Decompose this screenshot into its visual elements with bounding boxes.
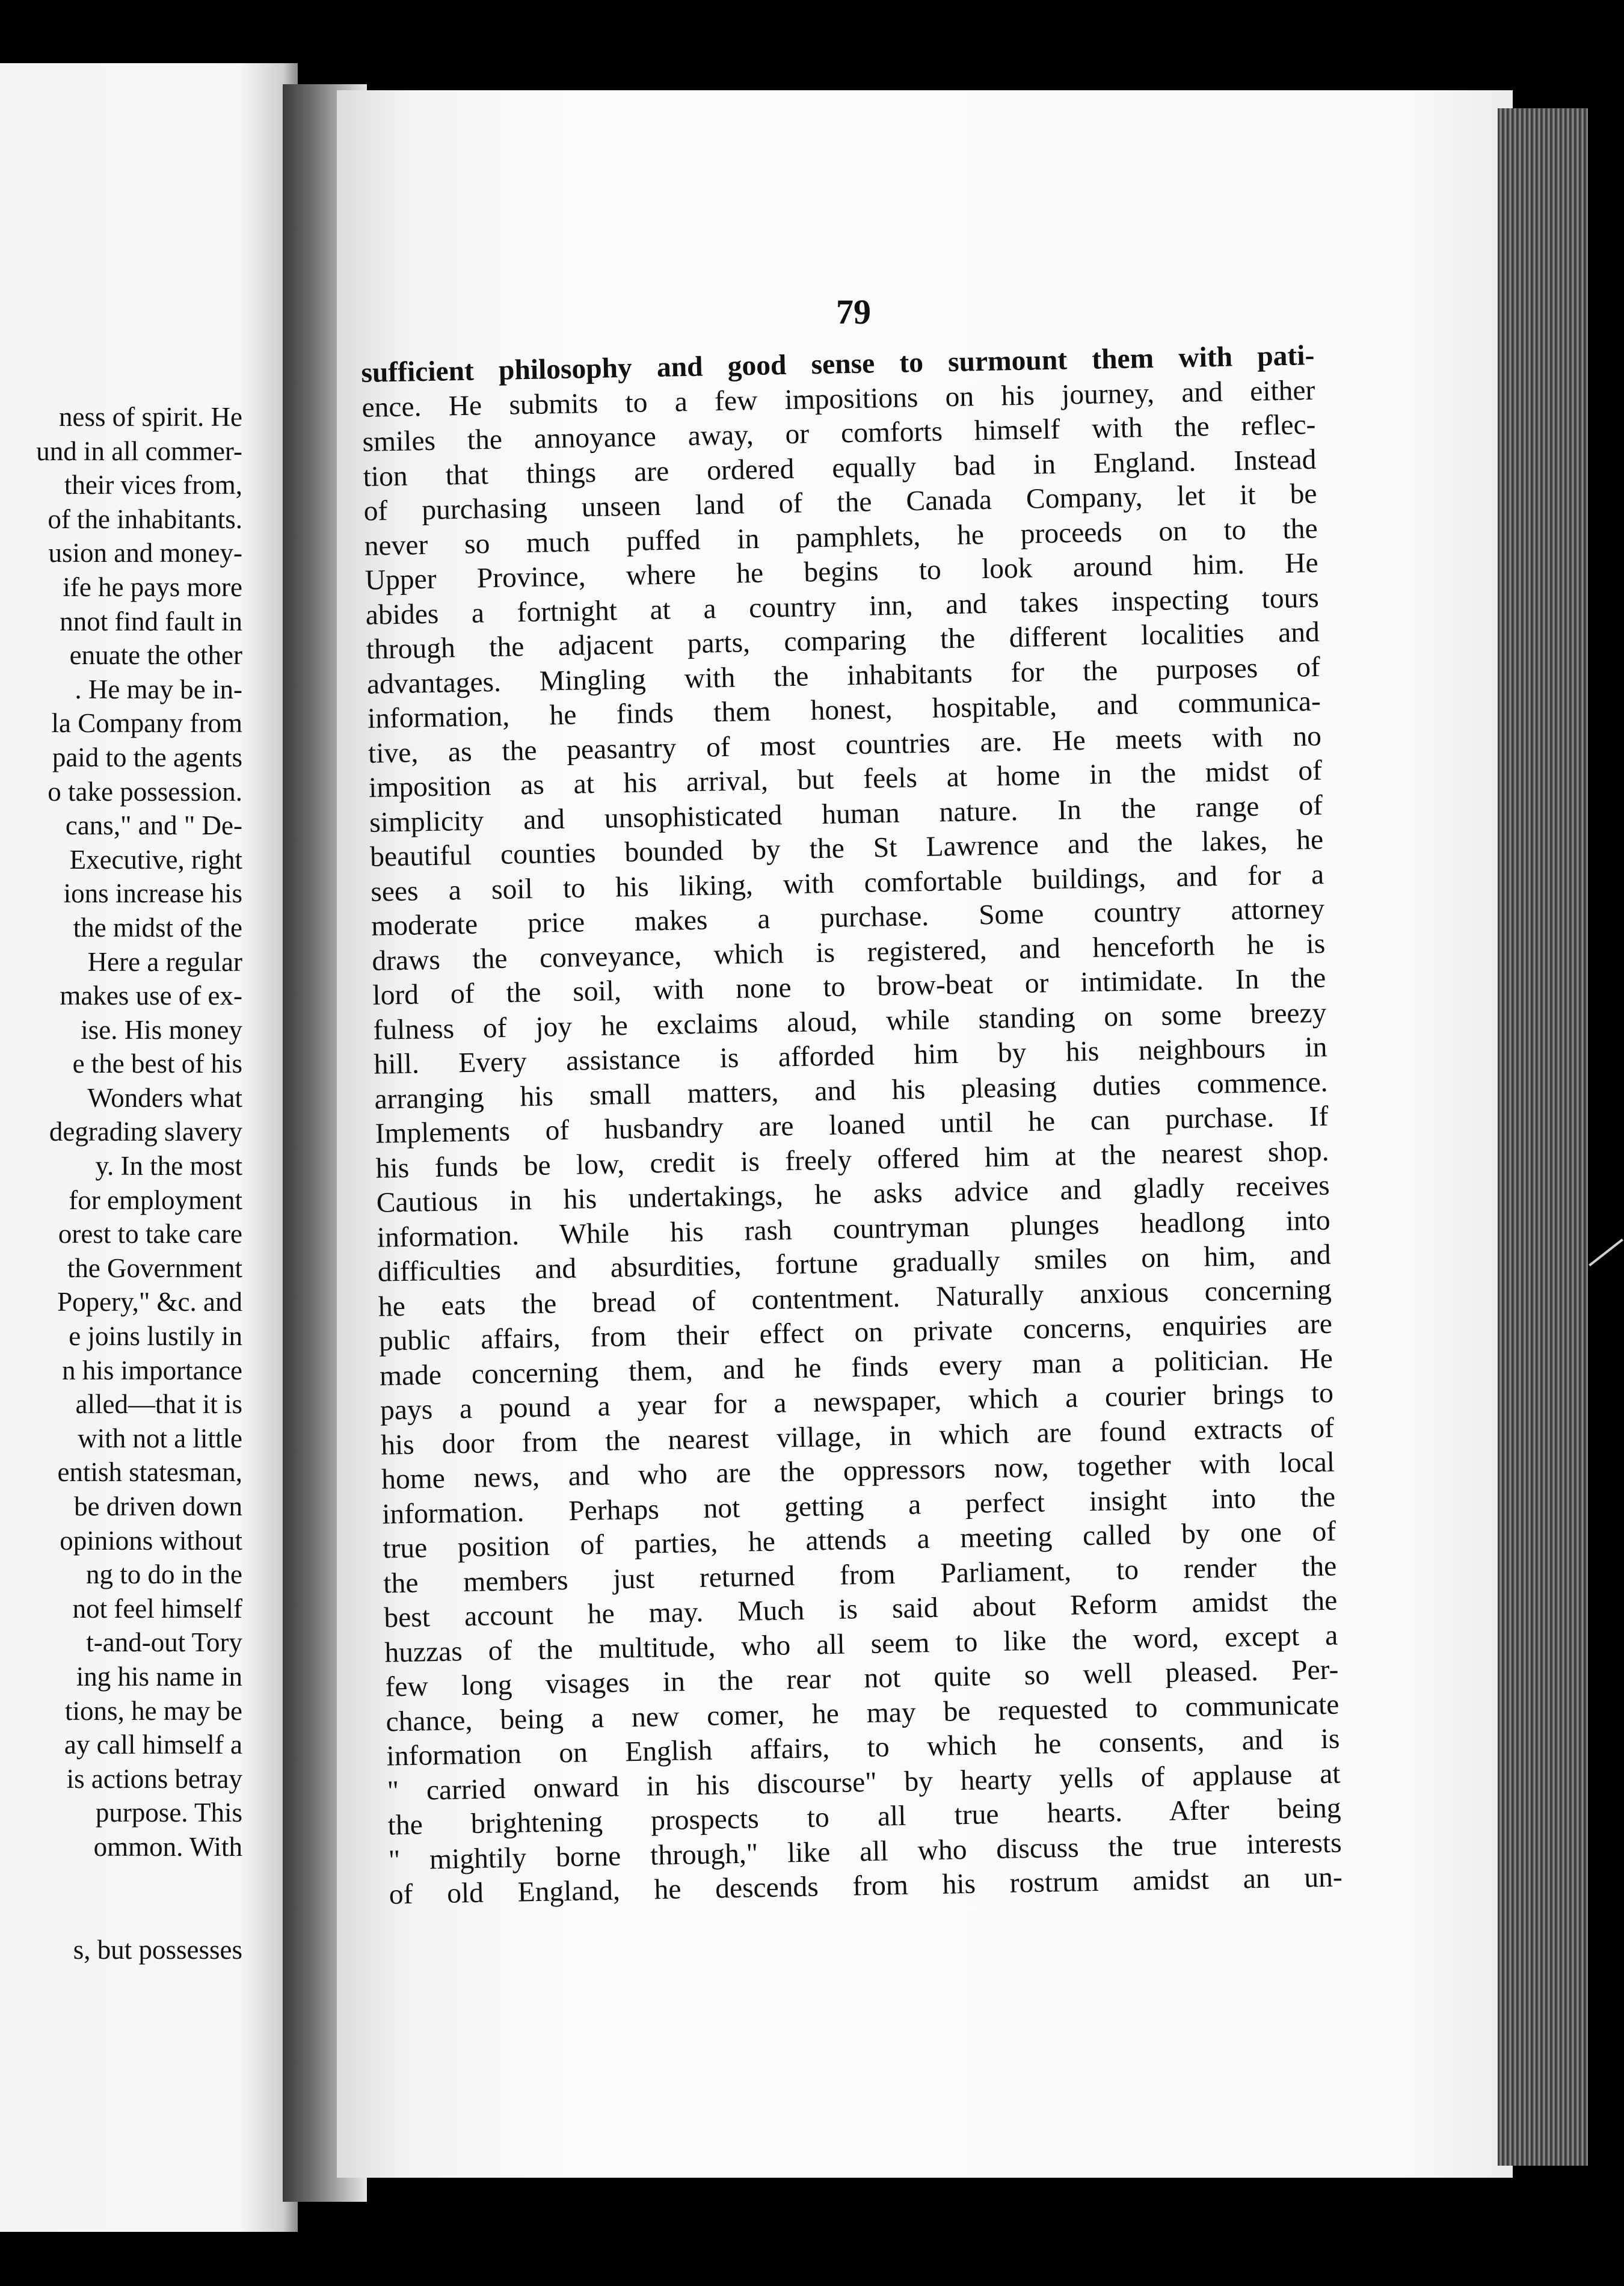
left-page-line: ay call himself a xyxy=(64,1730,242,1760)
body-text-line: public affairs, from their effect on private concerns, enquiries are xyxy=(378,1308,1333,1357)
left-page-line: y. In the most xyxy=(95,1151,242,1182)
body-text-line: arranging his small matters, and his pleasing duties commence. xyxy=(374,1066,1328,1115)
body-text-line: sufficient philosophy and good sense to surmount them with pati- xyxy=(361,339,1315,389)
left-page-line: Popery," &c. and xyxy=(57,1287,242,1317)
body-text-line: sees a soil to his liking, with comfortable buildings, and for a xyxy=(370,858,1324,908)
body-text-line: moderate price makes a purchase. Some country attorney xyxy=(371,893,1325,942)
body-text-line: simplicity and unsophisticated human nature. In the range of xyxy=(369,789,1323,839)
body-text-line: true position of parties, he attends a meeting called by one of xyxy=(382,1515,1336,1565)
left-page-line: ommon. With xyxy=(93,1831,242,1862)
left-page-line: be driven down xyxy=(74,1491,242,1521)
left-page-line: entish statesman, xyxy=(57,1457,242,1488)
left-page-text xyxy=(0,400,242,1864)
body-text-line: of purchasing unseen land of the Canada Company, let it be xyxy=(363,478,1317,527)
body-text-line: beautiful counties bounded by the St Lawrence and the lakes, he xyxy=(369,824,1324,873)
left-page-line: ions increase his xyxy=(63,878,242,909)
left-page-line: the midst of the xyxy=(73,912,242,943)
body-text-line: his funds be low, credit is freely offered him at the nearest shop. xyxy=(375,1135,1329,1185)
body-text-line: imposition as at his arrival, but feels at home in the midst of xyxy=(368,754,1323,804)
left-page-line: the Government xyxy=(67,1252,242,1283)
book-fore-edge xyxy=(1498,108,1588,2166)
body-text-line: tion that things are ordered equally bad in England. Instead xyxy=(363,443,1317,493)
left-page-line: t-and-out Tory xyxy=(86,1627,242,1658)
body-text-line: fulness of joy he exclaims aloud, while standing on some breezy xyxy=(373,997,1327,1046)
body-text-line: tive, as the peasantry of most countries are. He meets with no xyxy=(368,720,1322,769)
left-page-line: makes use of ex- xyxy=(60,981,242,1011)
left-page-line: Here a regular xyxy=(87,946,242,977)
body-text-line: abides a fortnight at a country inn, and takes inspecting tours xyxy=(365,582,1320,631)
left-page-line: usion and money- xyxy=(48,538,242,568)
left-page-line: for employment xyxy=(69,1185,242,1215)
page-number: 79 xyxy=(836,292,871,331)
left-page-line: with not a little xyxy=(78,1423,242,1453)
body-text-line: hill. Every assistance is afforded him by his neighbours in xyxy=(374,1031,1327,1080)
body-text-line: his door from the nearest village, in which are found extracts of xyxy=(380,1412,1335,1461)
body-text-line: " carried onward in his discourse" by hearty yells of applause at xyxy=(387,1758,1341,1807)
body-text-line: information on English affairs, to which he consents, and is xyxy=(386,1723,1340,1772)
body-text-line: draws the conveyance, which is registered, and henceforth he is xyxy=(371,928,1326,977)
body-text-line: huzzas of the multitude, who all seem to like the word, except a xyxy=(384,1619,1338,1669)
body-text-line: ence. He submits to a few impositions on his journey, and either xyxy=(361,374,1315,424)
left-page-line: und in all commer- xyxy=(36,436,242,466)
left-page-line: opinions without xyxy=(60,1525,242,1556)
body-text-line: through the adjacent parts, comparing the different localities and xyxy=(366,616,1320,665)
left-page-line: cans," and " De- xyxy=(65,810,242,841)
left-page-line: ise. His money xyxy=(81,1014,242,1045)
left-page-line: e joins lustily in xyxy=(69,1321,242,1352)
left-page-line: la Company from xyxy=(51,708,242,739)
left-page-line: purpose. This xyxy=(95,1798,242,1828)
left-page-line: e the best of his xyxy=(72,1049,242,1079)
body-text-line: Upper Province, where he begins to look around him. He xyxy=(364,547,1319,596)
left-page-catchword: s, but possesses xyxy=(73,1935,242,1965)
body-text-line: best account he may. Much is said about Reform amidst the xyxy=(383,1585,1338,1634)
left-page-line: ing his name in xyxy=(76,1661,242,1692)
body-text-line: chance, being a new comer, he may be requested to communicate xyxy=(386,1689,1339,1738)
page-edge-mark xyxy=(1589,1239,1623,1266)
left-page-line: ng to do in the xyxy=(86,1559,242,1590)
left-page-line: Executive, right xyxy=(69,844,242,875)
left-page-line: ife he pays more xyxy=(63,572,242,602)
left-page-line: o take possession. xyxy=(48,776,242,807)
left-page-line: not feel himself xyxy=(72,1593,242,1624)
body-text-line: Implements of husbandry are loaned until he can purchase. If xyxy=(375,1100,1329,1150)
left-page-line: n his importance xyxy=(62,1355,242,1385)
left-page-line: alled—that it is xyxy=(75,1389,242,1420)
body-text-line: information, he finds them honest, hospitable, and communica- xyxy=(367,685,1321,735)
body-text-line: smiles the annoyance away, or comforts himself with the reflec- xyxy=(362,408,1316,458)
body-text-line: never so much puffed in pamphlets, he proceeds on to the xyxy=(364,513,1318,562)
body-text-line: home news, and who are the oppressors now, together with local xyxy=(381,1446,1335,1496)
body-text-line: information. Perhaps not getting a perfect insight into the xyxy=(381,1481,1336,1530)
left-page-line: enuate the other xyxy=(69,640,242,671)
body-text-line: information. While his rash countryman plunges headlong into xyxy=(377,1204,1331,1254)
right-page-body-text xyxy=(361,339,1343,1912)
body-text-line: made concerning them, and he finds every man a politician. He xyxy=(379,1343,1333,1392)
body-text-line: the brightening prospects to all true hearts. After being xyxy=(387,1792,1341,1841)
body-text-line: of old England, he descends from his rostrum amidst an un- xyxy=(389,1861,1343,1911)
body-text-line: difficulties and absurdities, fortune gradually smiles on him, and xyxy=(377,1239,1332,1288)
left-page-line: their vices from, xyxy=(64,470,242,501)
body-text-line: he eats the bread of contentment. Naturally anxious concerning xyxy=(378,1274,1332,1323)
left-page-line: degrading slavery xyxy=(49,1117,242,1147)
left-page-line: . He may be in- xyxy=(75,674,242,704)
left-page-line: paid to the agents xyxy=(52,742,242,772)
body-text-line: few long visages in the rear not quite so well pleased. Per- xyxy=(385,1654,1339,1703)
body-text-line: advantages. Mingling with the inhabitants for the purposes of xyxy=(366,651,1321,700)
left-page-line: nnot find fault in xyxy=(60,606,242,636)
body-text-line: pays a pound a year for a newspaper, which a courier brings to xyxy=(380,1377,1334,1426)
left-page-line: orest to take care xyxy=(58,1219,242,1249)
left-page-line: tions, he may be xyxy=(65,1695,242,1726)
left-page-line: ness of spirit. He xyxy=(59,402,242,432)
left-page xyxy=(0,63,298,2232)
left-page-line: Wonders what xyxy=(87,1082,242,1113)
body-text-line: lord of the soil, with none to brow-beat or intimidate. In the xyxy=(372,962,1326,1011)
body-text-line: " mightily borne through," like all who discuss the true interests xyxy=(388,1827,1343,1876)
body-text-line: Cautious in his undertakings, he asks advice and gladly receives xyxy=(376,1169,1330,1219)
left-page-line: of the inhabitants. xyxy=(48,504,242,534)
left-page-line: is actions betray xyxy=(66,1763,242,1794)
body-text-line: the members just returned from Parliament, to render the xyxy=(383,1550,1337,1600)
